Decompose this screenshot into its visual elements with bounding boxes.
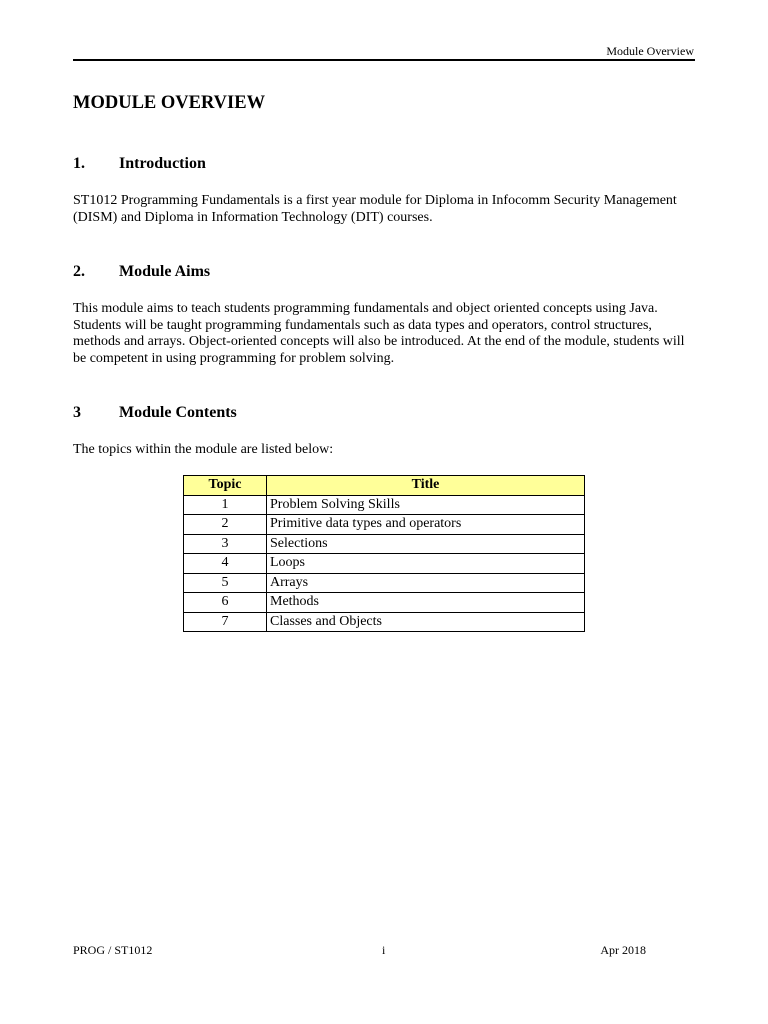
table-row: [184, 554, 585, 574]
topic-number-cell: 4: [184, 554, 267, 574]
table-row: [184, 593, 585, 613]
topic-title-cell: Methods: [267, 593, 585, 613]
section-body-module-contents: The topics within the module are listed below:: [73, 442, 334, 457]
footer-page-number: i: [382, 943, 386, 957]
topic-title-cell: Arrays: [267, 573, 585, 593]
topic-number-cell: 1: [184, 495, 267, 515]
topic-title-cell: Classes and Objects: [267, 612, 585, 632]
footer-left: PROG / ST1012: [73, 943, 153, 957]
section-heading-introduction: [73, 154, 206, 174]
page-title: MODULE OVERVIEW: [73, 93, 266, 113]
table-row: [184, 495, 585, 515]
header-running-title: Module Overview: [606, 44, 694, 58]
footer-date: Apr 2018: [600, 943, 646, 957]
topic-title-cell: Selections: [267, 534, 585, 554]
column-header-title: Title: [267, 476, 585, 496]
section-heading-module-aims: [73, 262, 210, 282]
section-body-introduction: ST1012 Programming Fundamentals is a first year module for Diploma in Infocomm Security Management (DISM) and Diploma in Information Technology (DIT) courses.: [73, 193, 677, 225]
section-title: Module Aims: [119, 263, 211, 280]
topic-number-cell: 5: [184, 573, 267, 593]
section-number: 1.: [73, 155, 85, 172]
table-row: [184, 515, 585, 535]
table-row: [184, 573, 585, 593]
topic-number-cell: 3: [184, 534, 267, 554]
section-heading-module-contents: [73, 403, 237, 423]
topics-table: [183, 475, 585, 632]
table-row: [184, 612, 585, 632]
header-divider: [73, 59, 695, 61]
topic-number-cell: 6: [184, 593, 267, 613]
topic-title-cell: Problem Solving Skills: [267, 495, 585, 515]
table-row: [184, 534, 585, 554]
section-title: Introduction: [119, 155, 206, 172]
section-body-module-aims: This module aims to teach students programming fundamentals and object oriented concepts using Java. Students will be taught programming fundamentals such as data types and operators, control structures, methods and arrays. Object-oriented concepts will also be introduced. At the end of the module, students will be competent in using programming for problem solving.: [73, 301, 685, 367]
table-header-row: [184, 476, 585, 496]
section-title: Module Contents: [119, 404, 237, 421]
column-header-topic: Topic: [184, 476, 267, 496]
section-number: 2.: [73, 263, 85, 280]
topic-number-cell: 7: [184, 612, 267, 632]
topic-number-cell: 2: [184, 515, 267, 535]
topic-title-cell: Primitive data types and operators: [267, 515, 585, 535]
topic-title-cell: Loops: [267, 554, 585, 574]
section-number: 3: [73, 404, 81, 421]
